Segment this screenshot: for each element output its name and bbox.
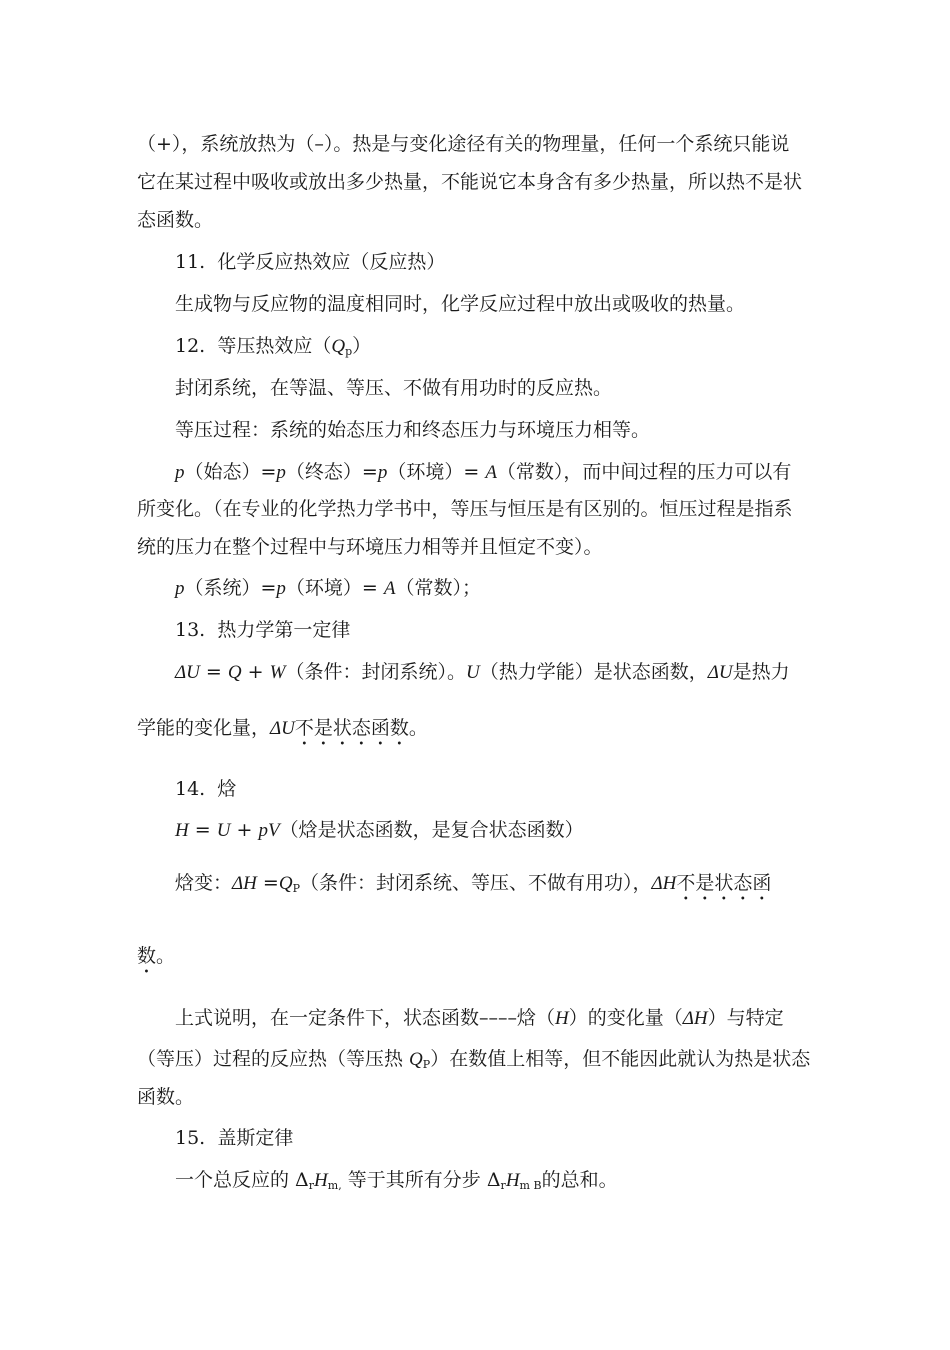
text-line: 统的压力在整个过程中与环境压力相等并且恒定不变）。 xyxy=(137,536,603,558)
symbol: Q xyxy=(227,662,242,683)
text: = xyxy=(256,872,279,894)
text: 一个总反应的 xyxy=(175,1169,296,1191)
symbol: H xyxy=(175,820,189,841)
emphasized-text: 不是状态函数 xyxy=(294,717,409,739)
symbol: p xyxy=(175,578,185,599)
symbol: p xyxy=(175,462,185,483)
section-number: 11. xyxy=(175,251,206,273)
text: （常数），而中间过程的压力可以有 xyxy=(496,461,792,483)
text: （热力学能）是状态函数， xyxy=(479,661,708,683)
subscript: r xyxy=(500,1179,506,1192)
symbol: H xyxy=(314,1170,328,1191)
symbol: U xyxy=(465,662,480,683)
symbol: pV xyxy=(258,820,280,841)
text-line: 函数。 xyxy=(137,1086,195,1108)
text: 所变化。（在专业的化学热力学书中，等压与恒压是有区别的。恒压过程是指系 xyxy=(137,498,793,520)
subscript: m B xyxy=(519,1179,542,1192)
text: 的总和。 xyxy=(541,1169,618,1191)
equation-line xyxy=(175,660,790,685)
text-line xyxy=(137,497,842,521)
symbol: U xyxy=(216,820,231,841)
text: ） xyxy=(352,335,372,357)
text: （常数）； xyxy=(395,577,482,599)
text: = xyxy=(188,819,217,841)
text: 等于其所有分步 xyxy=(341,1169,487,1191)
subscript: r xyxy=(308,1179,315,1192)
section-heading-11 xyxy=(175,250,445,274)
subscript: P xyxy=(292,882,300,895)
symbol: p xyxy=(377,462,388,483)
text: （等压）过程的反应热（等压热 xyxy=(137,1048,410,1070)
section-number: 13. xyxy=(175,619,206,641)
symbol: H xyxy=(505,1170,520,1191)
section-number: 14. xyxy=(175,778,206,800)
text: ）在数值上相等，但不能因此就认为热是状态 xyxy=(430,1048,811,1070)
emphasized-text: 不是状态函 xyxy=(676,872,772,894)
text-line: 等压过程：系统的始态压力和终态压力与环境压力相等。 xyxy=(175,419,651,441)
text-line: 态函数。 xyxy=(137,209,214,231)
text: ）的变化量（ xyxy=(568,1007,683,1029)
subscript: m, xyxy=(327,1179,342,1192)
symbol: A xyxy=(383,578,396,599)
text-line xyxy=(137,1047,810,1077)
section-heading-15 xyxy=(175,1126,293,1150)
text: 上式说明，在一定条件下，状态函数––––焓（ xyxy=(175,1007,556,1029)
symbol: W xyxy=(269,662,286,683)
text: （条件：封闭系统、等压、不做有用功）， xyxy=(300,872,652,894)
text-line xyxy=(175,1006,784,1031)
section-title: 焓 xyxy=(217,778,237,800)
symbol: Q xyxy=(409,1049,423,1070)
symbol: ΔH xyxy=(651,873,677,894)
text: （环境）= xyxy=(387,461,486,483)
section-title: 化学反应热效应（反应热） xyxy=(217,251,446,273)
section-title: 盖斯定律 xyxy=(217,1127,294,1149)
equation-line xyxy=(175,460,791,485)
text: （条件：封闭系统）。 xyxy=(285,661,466,683)
symbol: H xyxy=(555,1008,569,1029)
text: + xyxy=(230,819,259,841)
text-line xyxy=(175,1168,618,1198)
symbol: ΔH xyxy=(232,873,257,894)
text: 它在某过程中吸收或放出多少热量，不能说它本身含有多少热量，所以热不是状 xyxy=(137,171,803,193)
text: 焓变： xyxy=(175,872,233,894)
text: + xyxy=(241,661,270,683)
text-line xyxy=(137,132,842,156)
symbol: ΔU xyxy=(270,718,295,739)
text: （环境）= xyxy=(285,577,384,599)
section-title: 等压热效应（ xyxy=(217,335,332,357)
text-line xyxy=(137,716,428,750)
symbol: ΔU xyxy=(175,662,200,683)
symbol: ΔH xyxy=(682,1008,708,1029)
section-number: 12. xyxy=(175,335,206,357)
equation-line xyxy=(175,818,584,843)
text: 是热力 xyxy=(732,661,790,683)
text: = xyxy=(199,661,228,683)
section-number: 15. xyxy=(175,1127,206,1149)
subscript: P xyxy=(422,1058,431,1071)
equation-line xyxy=(175,576,481,601)
text: （终态）= xyxy=(285,461,378,483)
emphasized-text: 数 xyxy=(137,945,157,967)
symbol: p xyxy=(276,462,286,483)
definition: 封闭系统，在等温、等压、不做有用功时的反应热。 xyxy=(175,377,613,399)
section-heading-14 xyxy=(175,777,236,801)
text: （+），系统放热为（–）。热是与变化途径有关的物理量，任何一个系统只能说 xyxy=(137,133,790,155)
symbol: Δ xyxy=(295,1169,309,1191)
section-heading-12 xyxy=(175,334,371,364)
text: ）与特定 xyxy=(707,1007,784,1029)
symbol: A xyxy=(485,462,497,483)
text: 。 xyxy=(408,717,428,739)
section-heading-13 xyxy=(175,618,350,642)
equation-line xyxy=(175,871,771,905)
text: （始态）= xyxy=(184,461,277,483)
symbol: Δ xyxy=(486,1169,501,1191)
symbol: ΔU xyxy=(707,662,733,683)
symbol: Q xyxy=(331,336,346,357)
symbol: Q xyxy=(278,873,293,894)
text-line xyxy=(137,944,175,978)
text: （系统）= xyxy=(184,577,277,599)
text-line xyxy=(137,170,842,194)
subscript: p xyxy=(345,345,353,358)
section-title: 热力学第一定律 xyxy=(217,619,351,641)
text: 学能的变化量， xyxy=(137,717,271,739)
text: （焓是状态函数，是复合状态函数） xyxy=(279,819,584,841)
text: 。 xyxy=(156,945,176,967)
symbol: p xyxy=(276,578,286,599)
definition: 生成物与反应物的温度相同时，化学反应过程中放出或吸收的热量。 xyxy=(175,293,746,315)
